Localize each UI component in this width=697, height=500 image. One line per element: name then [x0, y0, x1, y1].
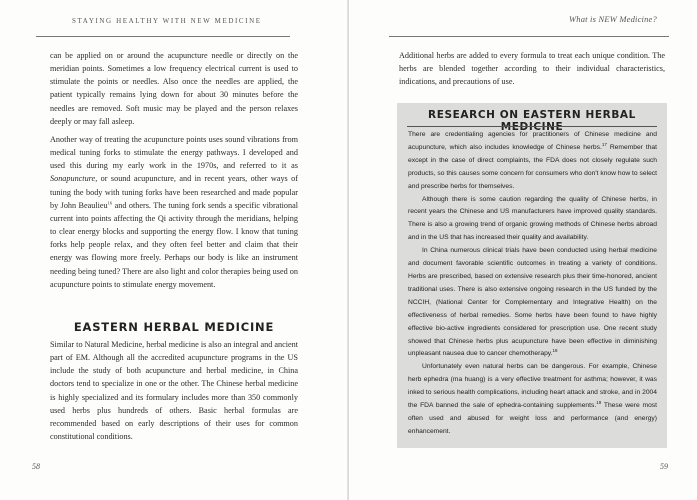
- right-page: [349, 0, 697, 500]
- sidebar-paragraph: [408, 245, 657, 361]
- paragraph-text: and others. The tuning fork sends a specific vibrational current into points affecting the Qi activity through the meridians, helping to clear energy blocks and supporting the energy flow. I know that tuning forks help people relax, and they often feel better and claim that their energy was flowing more freely. Perhaps our body is like an instrument needing being tuned? There are also light and color therapies being used on acupuncture points to stimulate energy movement.: [50, 200, 298, 289]
- footnote-ref: 18: [552, 348, 558, 354]
- paragraph-text: Remember that except in the case of direct complaints, the FDA does not closely regulate such products, so this causes some concern for consumers who don't know how to select and prescribe herbs for themselves.: [408, 143, 657, 190]
- header-rule-left: [36, 36, 290, 37]
- body-paragraph: Additional herbs are added to every formula to treat each unique condition. The herbs are blended together according to their individual characteristics, indications, and precautions of use.: [399, 51, 665, 87]
- sidebar-title: RESEARCH ON EASTERN HERBAL MEDICINE: [428, 109, 636, 133]
- emphasis-term: Sonapuncture: [50, 174, 96, 184]
- page-number-right: 59: [660, 462, 668, 471]
- running-head-left: STAYING HEALTHY WITH NEW MEDICINE: [72, 17, 262, 25]
- paragraph-text: , or sound acupuncture, and in recent years, other ways of tuning the body with tuning forks have been researched and made popular by John Beaulieu: [50, 174, 298, 210]
- paragraph-text: These were most often used and abused for weight loss and performance (and energy) enhancement.: [408, 402, 657, 435]
- page-number-left: 58: [32, 462, 40, 471]
- footnote-ref: 19: [596, 399, 602, 405]
- sidebar-paragraph: [408, 129, 657, 194]
- paragraph-text: Unfortunately even natural herbs can be dangerous. For example, Chinese herb ephedra (ma huang) is a very effective treatment for asthma; however, it was inked to serious health complications, including heart attack and stroke, and in 2004 the FDA banned the sale of ephedra-containing supplements.: [408, 363, 657, 410]
- body-paragraph: [50, 133, 298, 291]
- paragraph-text: Another way of treating the acupuncture points uses sound vibrations from medical tuning forks to stimulate the energy pathways. I developed and used this during my early work in the 1970s, and referred to it as: [50, 135, 298, 171]
- left-page: [0, 0, 348, 500]
- footnote-ref: 17: [601, 141, 607, 147]
- body-paragraph: Similar to Natural Medicine, herbal medicine is also an integral and ancient part of EM. Although all the accredited acupuncture programs in the US include the study of both acupuncture and herbal medicine, in China doctors tend to specialize in one or the other. The Chinese herbal medicine is highly specialized and its formulary includes more than 350 commonly used herbs plus hundreds of others. Basic herbal formulas are recommended based on early descriptions of their uses for common constitutional conditions.: [50, 340, 298, 442]
- paragraph-text: In China numerous clinical trials have been conducted using herbal medicine and document favorable scientific outcomes in treating a variety of conditions. Herbs are prescribed, based on extensive research plus their time-honored, ancient traditional uses. There is also extensive ongoing research in the US funded by the NCCIH, (National Center for Complementary and Integrative Health) on the effectiveness of herbal remedies. Some herbs have been found to have highly effective bio-active ingredients considered for prescription use. One recent study showed that Chinese herbs plus acupuncture have been effective in diminishing unpleasant nausea due to cancer chemotherapy.: [408, 247, 657, 358]
- footnote-ref: 16: [107, 200, 113, 206]
- sidebar-rule: [407, 126, 657, 127]
- sidebar-paragraph: Although there is some caution regarding the quality of Chinese herbs, in recent years the Chinese and US manufacturers have improved quality standards. There is also a growing trend of organic growing methods of Chinese herbs abroad and in the US that has increased their quality and availability.: [408, 195, 657, 242]
- header-rule-right: [389, 36, 669, 37]
- body-paragraph: can be applied on or around the acupuncture needle or directly on the meridian points. Sometimes a low frequency electrical current is used to stimulate the points or needles. Also once the needles are applied, the patient typically remains lying down for about 30 minutes before the needles are removed. Soft music may be played and the person relaxes deeply or may fall asleep.: [50, 51, 298, 126]
- sidebar-body: [408, 129, 657, 439]
- research-sidebar: [397, 103, 667, 448]
- sidebar-paragraph: [408, 361, 657, 438]
- section-heading: EASTERN HERBAL MEDICINE: [73, 320, 275, 334]
- running-head-right: What is NEW Medicine?: [568, 14, 657, 24]
- paragraph-text: There are credentialing agencies for practitioners of Chinese medicine and acupuncture, which also includes knowledge of Chinese herbs.: [408, 131, 657, 151]
